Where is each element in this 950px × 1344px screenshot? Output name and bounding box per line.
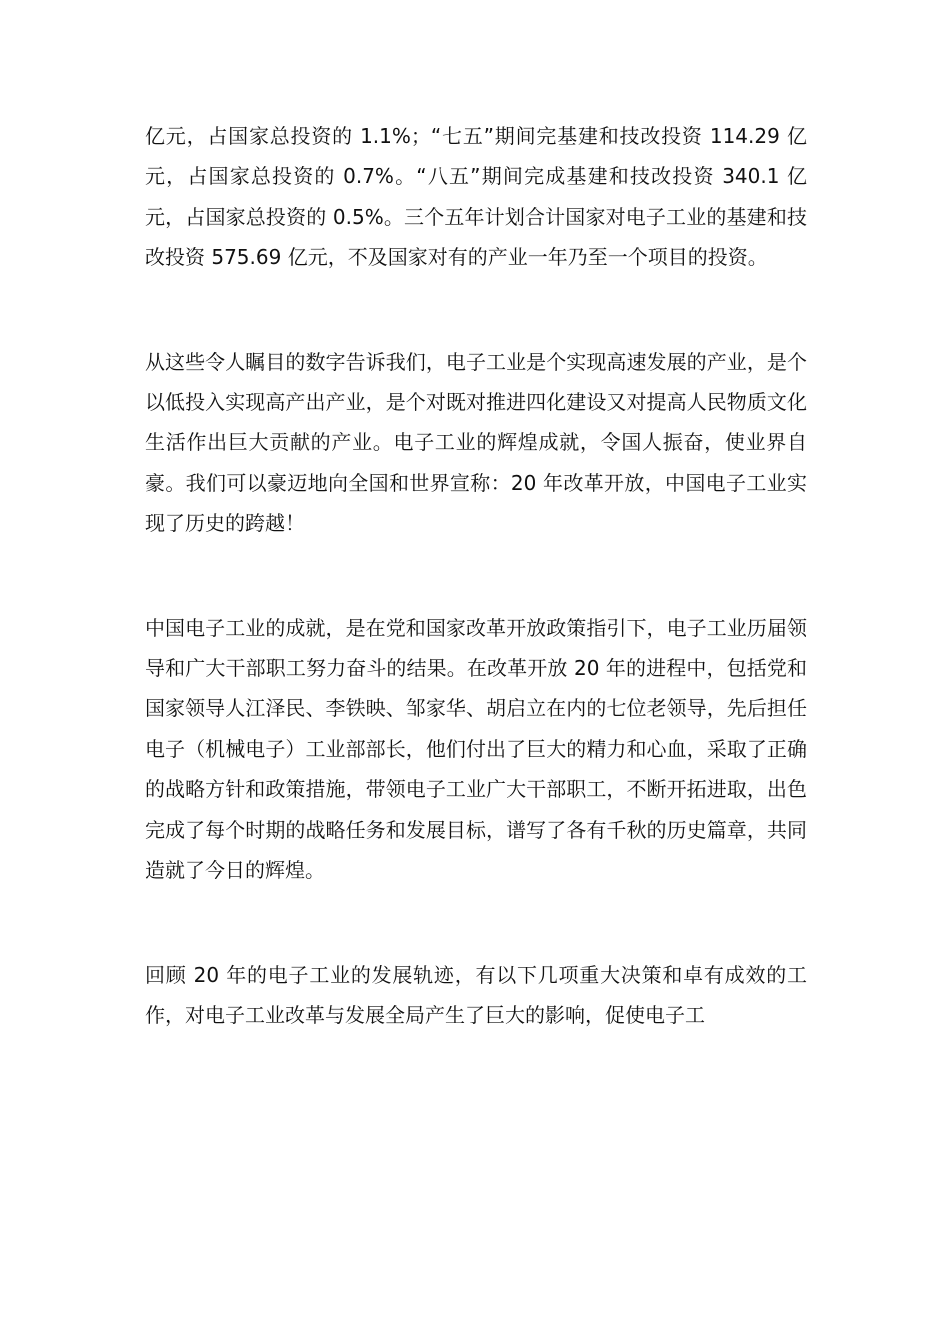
paragraph-review: 回顾 20 年的电子工业的发展轨迹，有以下几项重大决策和卓有成效的工作，对电子工业改革与发展全局产生了巨大的影响，促使电子工 xyxy=(145,962,807,1027)
paragraph-leadership: 中国电子工业的成就，是在党和国家改革开放政策指引下，电子工业历届领导和广大干部职工努力奋斗的结果。在改革开放 20 年的进程中，包括党和国家领导人江泽民、李铁映、邹家华、胡启立在内的七位老领导，先后担任电子（机械电子）工业部部长，他们付出了巨大的精力和心血，采取了正确的战略方针和政策措施，带领电子工业广大干部职工，不断开拓进取，出色完成了每个时期的战略任务和发展目标，谱写了各有千秋的历史篇章，共同造就了今日的辉煌。 xyxy=(145,615,807,883)
paragraph-investment-figures: 亿元，占国家总投资的 1.1%；“七五”期间完基建和技改投资 114.29 亿元，占国家总投资的 0.7%。“八五”期间完成基建和技改投资 340.1 亿元，占国家总投资的 0.5%。三个五年计划合计国家对电子工业的基建和技改投资 575.69 亿元，不及国家对有的产业一年乃至一个项目的投资。 xyxy=(145,124,807,270)
document-page xyxy=(145,116,807,1035)
paragraph-industry-significance: 从这些令人瞩目的数字告诉我们，电子工业是个实现高速发展的产业，是个以低投入实现高产出产业，是个对既对推进四化建设又对提高人民物质文化生活作出巨大贡献的产业。电子工业的辉煌成就，令国人振奋，使业界自豪。我们可以豪迈地向全国和世界宣称：20 年改革开放，中国电子工业实现了历史的跨越！ xyxy=(145,349,807,536)
